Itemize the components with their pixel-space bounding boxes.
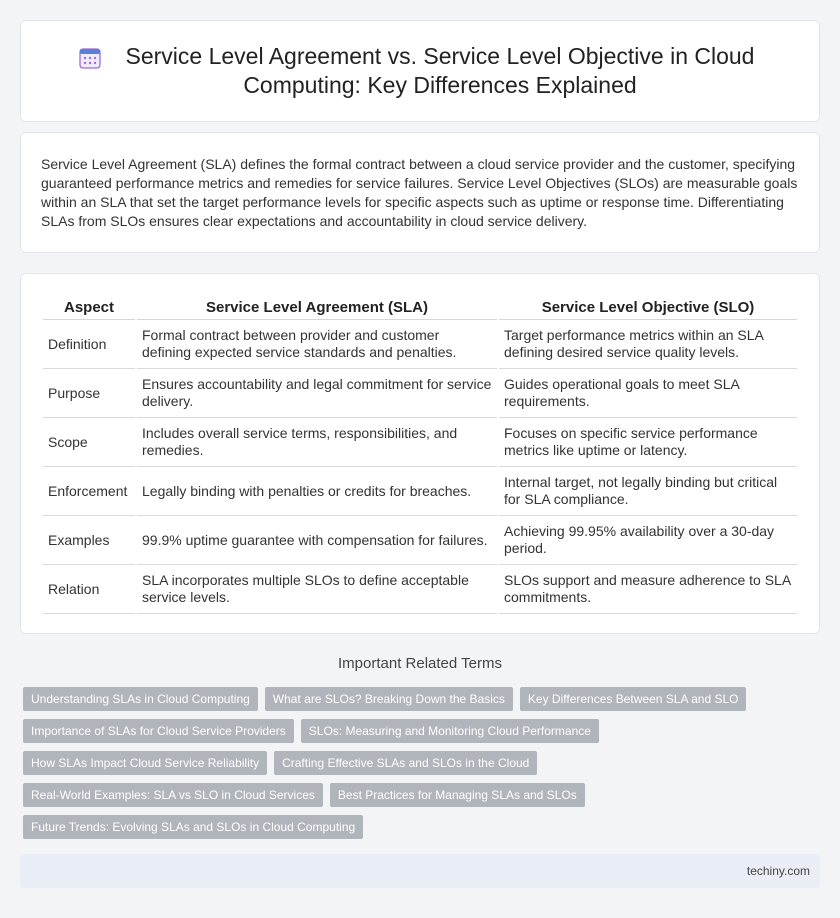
related-term-link[interactable]: Understanding SLAs in Cloud Computing: [23, 687, 258, 711]
title-card: [20, 20, 820, 122]
comparison-table: [41, 296, 799, 614]
table-header-row: [43, 296, 797, 320]
slo-cell: Focuses on specific service performance metrics like uptime or latency.: [499, 418, 797, 467]
sla-cell: 99.9% uptime guarantee with compensation for failures.: [137, 516, 497, 565]
aspect-cell: Enforcement: [43, 467, 135, 516]
intro-card: [20, 132, 820, 253]
table-row: [43, 369, 797, 418]
related-term-link[interactable]: Real-World Examples: SLA vs SLO in Cloud Services: [23, 783, 323, 807]
sla-cell: Ensures accountability and legal commitment for service delivery.: [137, 369, 497, 418]
aspect-cell: Scope: [43, 418, 135, 467]
sla-cell: SLA incorporates multiple SLOs to define acceptable service levels.: [137, 565, 497, 614]
sla-cell: Includes overall service terms, responsibilities, and remedies.: [137, 418, 497, 467]
related-term-link[interactable]: SLOs: Measuring and Monitoring Cloud Performance: [301, 719, 599, 743]
slo-cell: Guides operational goals to meet SLA requirements.: [499, 369, 797, 418]
page-title: Service Level Agreement vs. Service Level Objective in Cloud Computing: Key Differences Explained: [125, 43, 755, 98]
table-row: [43, 467, 797, 516]
footer-site-name[interactable]: techiny.com: [746, 864, 810, 878]
table-row: [43, 418, 797, 467]
aspect-cell: Purpose: [43, 369, 135, 418]
related-terms-list: [23, 687, 813, 839]
table-row: [43, 516, 797, 565]
column-header-aspect: Aspect: [43, 296, 135, 320]
related-term-link[interactable]: How SLAs Impact Cloud Service Reliability: [23, 751, 267, 775]
related-term-link[interactable]: Importance of SLAs for Cloud Service Providers: [23, 719, 294, 743]
slo-cell: Achieving 99.95% availability over a 30-day period.: [499, 516, 797, 565]
related-term-link[interactable]: Crafting Effective SLAs and SLOs in the Cloud: [274, 751, 537, 775]
related-term-link[interactable]: Future Trends: Evolving SLAs and SLOs in Cloud Computing: [23, 815, 363, 839]
related-term-link[interactable]: What are SLOs? Breaking Down the Basics: [265, 687, 513, 711]
related-term-link[interactable]: Best Practices for Managing SLAs and SLOs: [330, 783, 585, 807]
column-header-sla: Service Level Agreement (SLA): [137, 296, 497, 320]
intro-paragraph: Service Level Agreement (SLA) defines the formal contract between a cloud service provider and the customer, specifying guaranteed performance metrics and remedies for service failures. Service Level Objectives (SLOs) are measurable goals within an SLA that set the target performance levels for specific aspects such as uptime or response time. Differentiating SLAs from SLOs ensures clear expectations and accountability in cloud service delivery.: [41, 156, 798, 229]
sla-cell: Formal contract between provider and customer defining expected service standards and penalties.: [137, 320, 497, 369]
column-header-slo: Service Level Objective (SLO): [499, 296, 797, 320]
related-term-link[interactable]: Key Differences Between SLA and SLO: [520, 687, 747, 711]
aspect-cell: Definition: [43, 320, 135, 369]
table-row: [43, 565, 797, 614]
aspect-cell: Relation: [43, 565, 135, 614]
slo-cell: Target performance metrics within an SLA defining desired service quality levels.: [499, 320, 797, 369]
related-terms-heading: Important Related Terms: [338, 655, 502, 672]
table-row: [43, 320, 797, 369]
comparison-table-card: [20, 273, 820, 634]
slo-cell: SLOs support and measure adherence to SLA commitments.: [499, 565, 797, 614]
footer: [20, 854, 820, 888]
aspect-cell: Examples: [43, 516, 135, 565]
slo-cell: Internal target, not legally binding but critical for SLA compliance.: [499, 467, 797, 516]
sla-cell: Legally binding with penalties or credits for breaches.: [137, 467, 497, 516]
